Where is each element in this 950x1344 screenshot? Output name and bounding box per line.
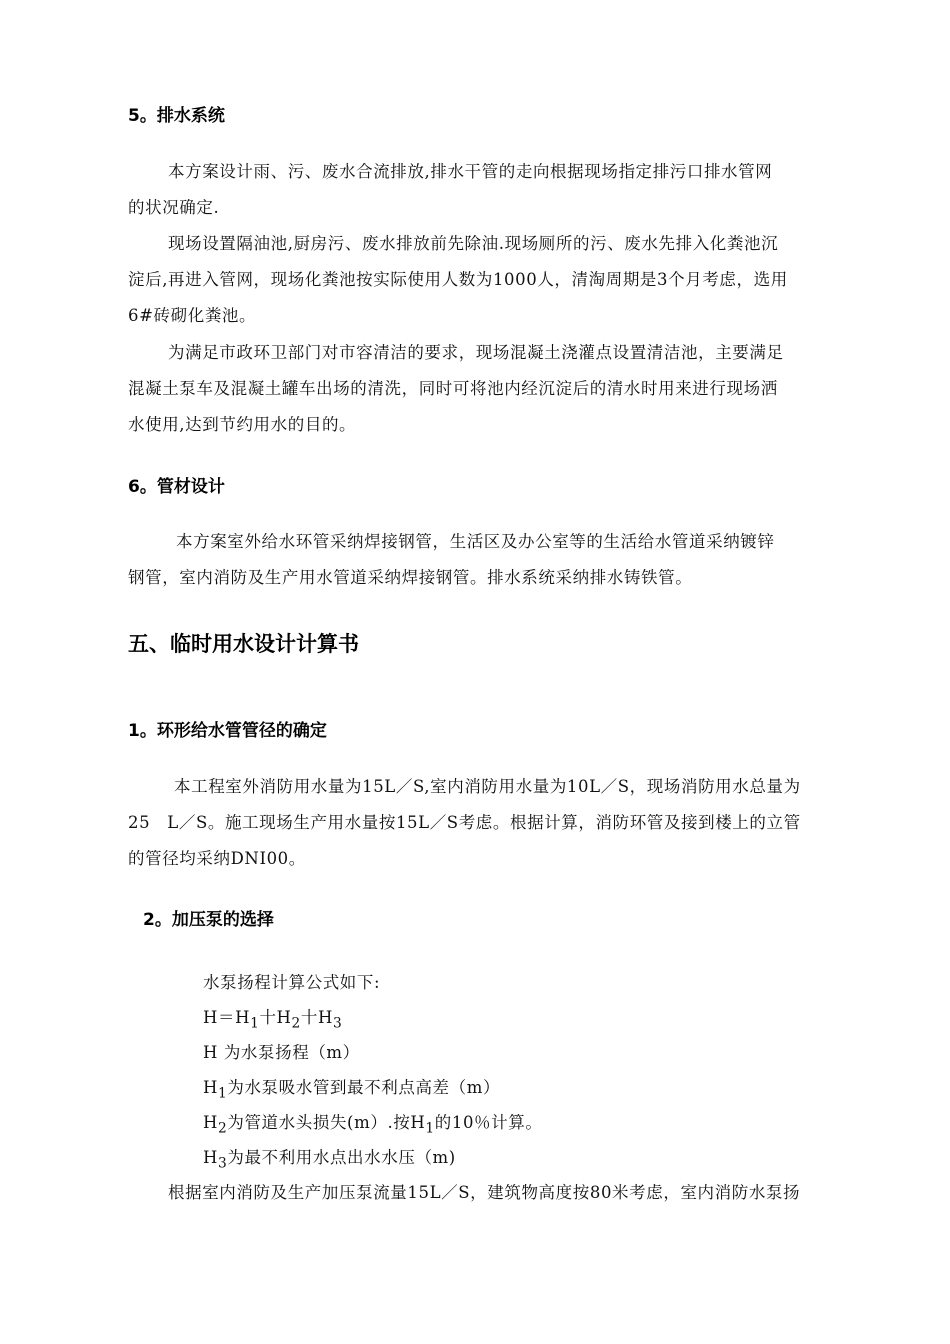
text-line: 混凝土泵车及混凝土罐车出场的清洗，同时可将池内经沉淀后的清水时用来进行现场洒 xyxy=(128,379,778,398)
text-line: 25 L／S。施工现场生产用水量按15L／S考虑。根据计算，消防环管及接到楼上的立管 xyxy=(128,813,801,832)
subscript: 1 xyxy=(218,1085,228,1102)
chapter-5-heading: 五、临时用水设计计算书 xyxy=(128,632,359,656)
section-6-paragraph-1 xyxy=(128,524,860,596)
section-5-paragraph-3 xyxy=(128,335,860,443)
symbol-h: H xyxy=(203,1148,218,1167)
text-line: 的状况确定. xyxy=(128,198,220,217)
formula-text: 十H xyxy=(259,1008,292,1027)
formula-text: 十H xyxy=(300,1008,333,1027)
formula-text: 为水泵吸水管到最不利点高差（m） xyxy=(227,1078,501,1097)
calc-1-paragraph xyxy=(128,769,860,877)
formula-text: 为最不利用水点出水水压（m) xyxy=(227,1148,456,1167)
formula-text: 的10％计算。 xyxy=(434,1113,543,1132)
calc-1-heading: 1。环形给水管管径的确定 xyxy=(128,721,327,741)
text-line: 现场设置隔油池,厨房污、废水排放前先除油.现场厕所的污、废水先排入化粪池沉 xyxy=(168,234,779,253)
text-line: 为满足市政环卫部门对市容清洁的要求，现场混凝土浇灌点设置清洁池，主要满足 xyxy=(168,343,784,362)
symbol-h: H xyxy=(203,1113,218,1132)
subscript: 1 xyxy=(250,1015,260,1032)
formula-h-definition: H 为水泵扬程（m） xyxy=(203,1043,360,1062)
section-5-paragraph-2 xyxy=(128,226,860,334)
text-line: 的管径均采纳DNI00。 xyxy=(128,849,306,868)
subscript: 1 xyxy=(425,1120,435,1137)
text-line: 本工程室外消防用水量为15L／S,室内消防用水量为10L／S，现场消防用水总量为 xyxy=(174,777,801,796)
symbol-h: H xyxy=(203,1078,218,1097)
subscript: 3 xyxy=(218,1155,228,1172)
text-line: 根据室内消防及生产加压泵流量15L／S，建筑物高度按80米考虑，室内消防水泵扬 xyxy=(168,1183,801,1202)
formula-text: 为管道水头损失(m）.按H xyxy=(227,1113,426,1132)
calc-2-paragraph xyxy=(128,1175,860,1211)
text-line: 6#砖砌化粪池。 xyxy=(128,306,257,325)
calc-2-heading: 2。加压泵的选择 xyxy=(143,910,274,930)
text-line: 淀后,再进入管网，现场化粪池按实际使用人数为1000人，清淘周期是3个月考虑，选用 xyxy=(128,270,788,289)
section-5-paragraph-1 xyxy=(128,154,860,226)
formula-text: H＝H xyxy=(203,1008,251,1027)
formula-intro: 水泵扬程计算公式如下: xyxy=(203,973,381,992)
subscript: 3 xyxy=(333,1015,343,1032)
subscript: 2 xyxy=(291,1015,301,1032)
text-line: 本方案设计雨、污、废水合流排放,排水干管的走向根据现场指定排污口排水管网 xyxy=(168,162,773,181)
text-line: 水使用,达到节约用水的目的。 xyxy=(128,415,357,434)
text-line: 本方案室外给水环管采纳焊接钢管，生活区及办公室等的生活给水管道采纳镀锌 xyxy=(176,532,775,551)
text-line: 钢管，室内消防及生产用水管道采纳焊接钢管。排水系统采纳排水铸铁管。 xyxy=(128,568,693,587)
section-5-heading: 5。排水系统 xyxy=(128,106,225,126)
subscript: 2 xyxy=(218,1120,228,1137)
section-6-heading: 6。管材设计 xyxy=(128,477,225,497)
